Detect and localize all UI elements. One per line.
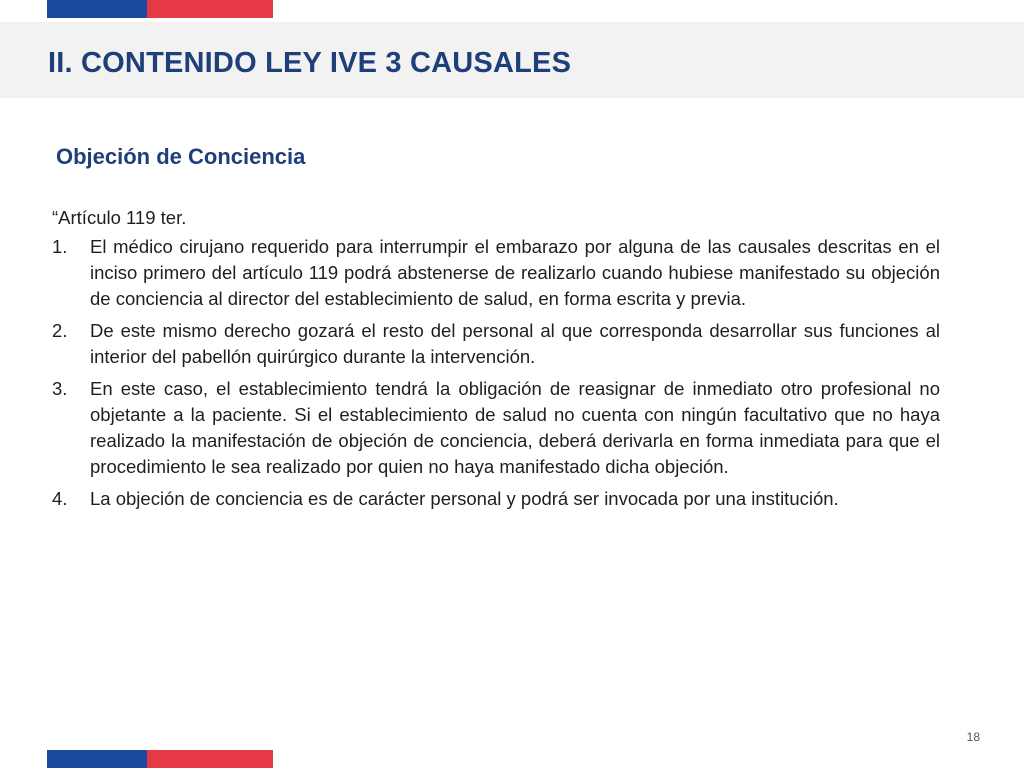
list-item (52, 376, 940, 480)
article-heading: “Artículo 119 ter. (52, 207, 187, 228)
top-flag-stripe (47, 0, 273, 18)
list-item (52, 234, 940, 312)
list-item-text: De este mismo derecho gozará el resto del personal al que corresponda desarrollar sus funciones al interior del pabellón quirúrgico durante la intervención. (90, 320, 940, 367)
list-item-number: 1. (52, 236, 68, 257)
article-list (52, 234, 940, 512)
list-item-number: 2. (52, 320, 68, 341)
list-item (52, 486, 940, 512)
list-item (52, 318, 940, 370)
top-stripe-red (147, 0, 273, 18)
list-item-text: En este caso, el establecimiento tendrá la obligación de reasignar de inmediato otro profesional no objetante a la paciente. Si el establecimiento de salud no cuenta con ningún facultativo que no haya realizado la manifestación de objeción de conciencia, deberá derivarla en forma inmediata para que el procedimiento le sea realizado por quien no haya manifestado dicha objeción. (90, 378, 940, 477)
bottom-stripe-red (147, 750, 273, 768)
list-item-text: La objeción de conciencia es de carácter personal y podrá ser invocada por una institución. (90, 488, 839, 509)
slide-subtitle: Objeción de Conciencia (56, 144, 306, 169)
list-item-number: 4. (52, 488, 68, 509)
slide-content (52, 205, 940, 518)
list-item-number: 3. (52, 378, 68, 399)
bottom-stripe-blue (47, 750, 147, 768)
list-item-text: El médico cirujano requerido para interrumpir el embarazo por alguna de las causales descritas en el inciso primero del artículo 119 podrá abstenerse de realizarlo cuando hubiese manifestado su objeción de conciencia al director del establecimiento de salud, en forma escrita y previa. (90, 236, 940, 309)
page-number: 18 (966, 730, 980, 744)
bottom-flag-stripe (47, 750, 273, 768)
slide-title: II. CONTENIDO LEY IVE 3 CAUSALES (48, 47, 572, 79)
top-stripe-blue (47, 0, 147, 18)
